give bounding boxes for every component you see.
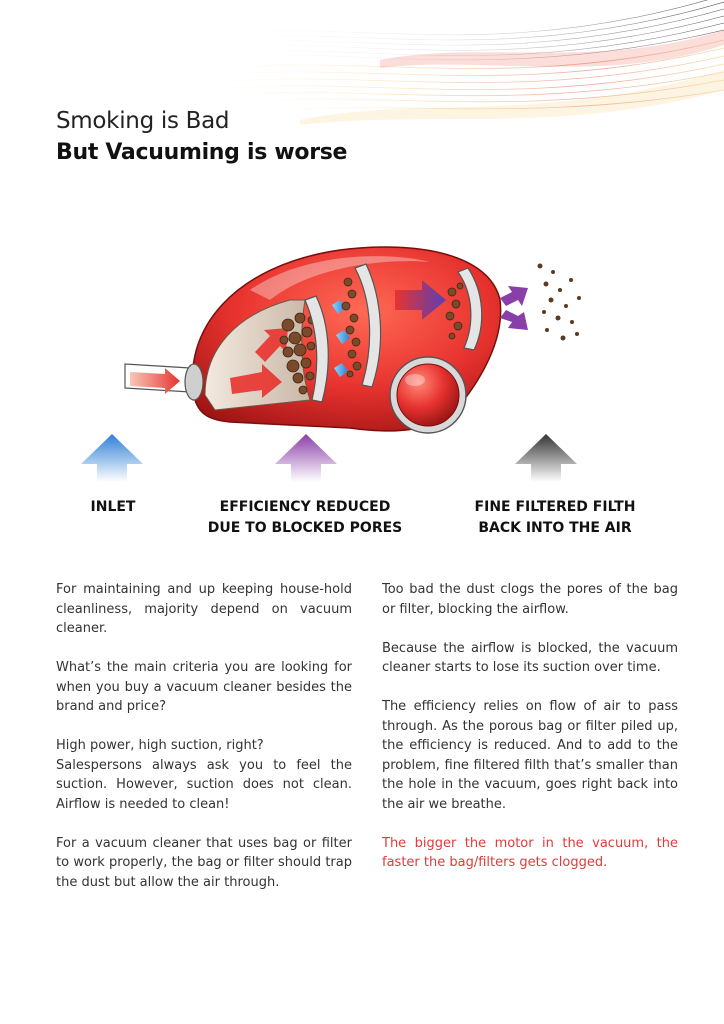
left-paragraph-1: For maintaining and up keeping house-hold cleanliness, majority depend on vacuum cleaner. — [56, 582, 352, 636]
label-filth-line-2: BACK INTO THE AIR — [478, 520, 632, 536]
efficiency-arrow-icon — [275, 434, 337, 482]
label-filth — [460, 497, 650, 539]
left-column — [56, 580, 352, 912]
right-paragraph-4-highlight: The bigger the motor in the vacuum, the faster the bag/filters gets clogged. — [382, 835, 678, 870]
left-paragraph-3-line-2: Salespersons always ask you to feel the suction. However, suction does not clean. Airflow is needed to clean! — [56, 757, 352, 812]
right-paragraph-2: Because the airflow is blocked, the vacuum cleaner starts to lose its suction over time. — [382, 640, 678, 675]
vacuum-cleaner-illustration — [0, 230, 724, 460]
title-line-2: But Vacuuming is worse — [56, 140, 348, 165]
left-paragraph-2: What’s the main criteria you are looking for when you buy a vacuum cleaner besides the brand and price? — [56, 660, 352, 714]
filth-arrow-icon — [515, 434, 577, 482]
right-paragraph-1: Too bad the dust clogs the pores of the bag or filter, blocking the airflow. — [382, 582, 678, 617]
right-paragraph-3: The efficiency relies on flow of air to pass through. As the porous bag or filter piled up, the efficiency is reduced. And to add to the problem, fine filtered filth that’s smaller than the hole in the vacuum, goes right back into the air we breathe. — [382, 699, 678, 812]
left-paragraph-4: For a vacuum cleaner that uses bag or filter to work properly, the bag or filter should trap the dust but allow the air through. — [56, 835, 352, 890]
label-filth-line-1: FINE FILTERED FILTH — [474, 499, 636, 515]
title-line-1: Smoking is Bad — [56, 108, 230, 134]
inlet-arrow-icon — [81, 434, 143, 482]
label-inlet — [72, 497, 154, 518]
label-inlet-text: INLET — [90, 499, 136, 515]
right-column — [382, 580, 678, 892]
label-efficiency — [200, 497, 410, 539]
left-paragraph-3 — [56, 736, 352, 814]
label-efficiency-line-2: DUE TO BLOCKED PORES — [207, 520, 403, 536]
label-efficiency-line-1: EFFICIENCY REDUCED — [219, 499, 391, 515]
left-paragraph-3-line-1: High power, high suction, right? — [56, 738, 264, 753]
